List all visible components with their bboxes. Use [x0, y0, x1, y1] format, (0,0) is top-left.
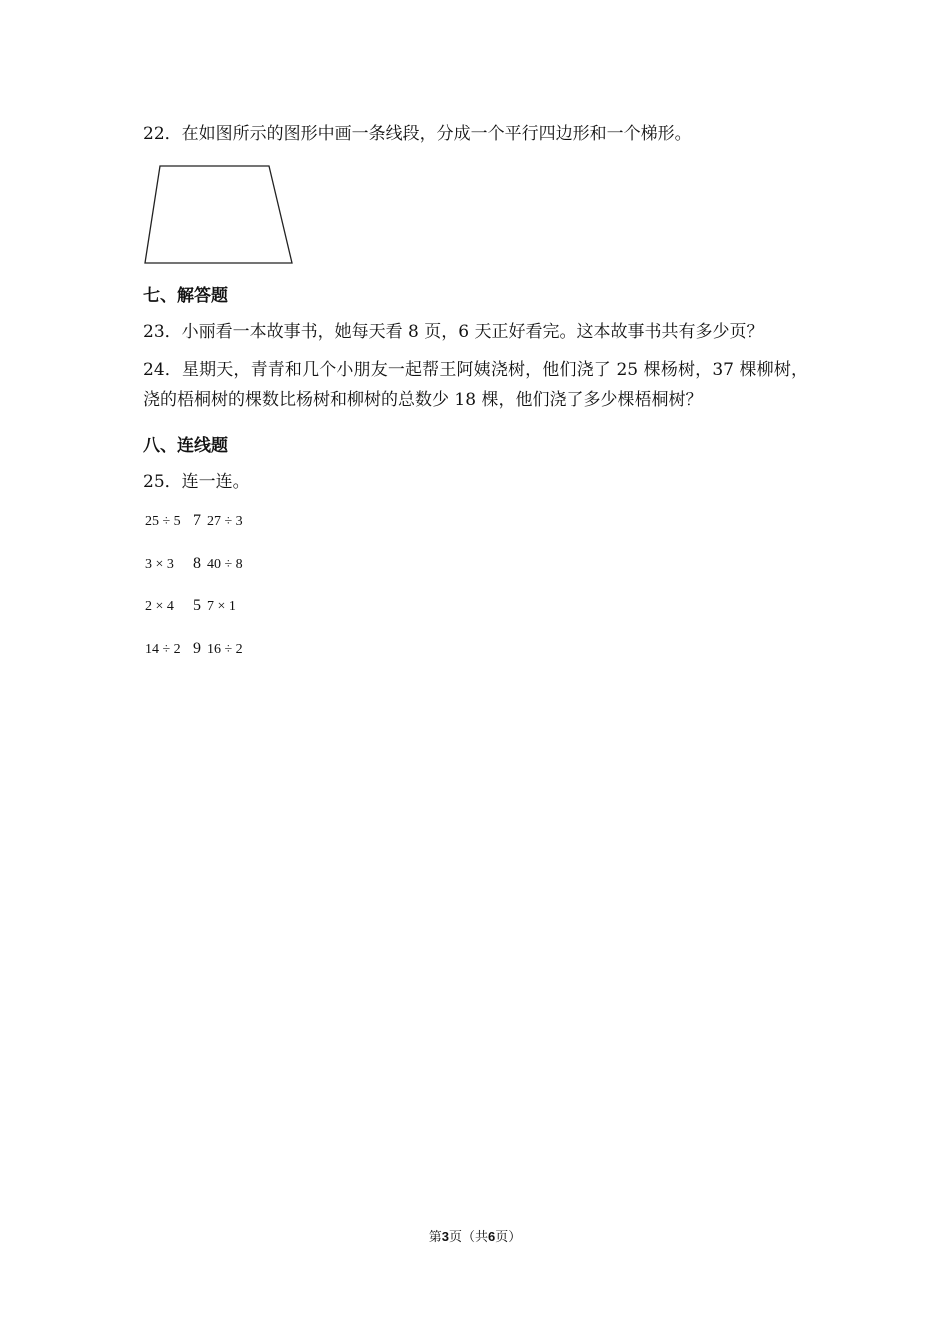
footer-suffix: 页） [495, 1230, 522, 1245]
match-left-expression: 2 × 4 [145, 599, 174, 614]
question-25: 25．连一连。 [143, 472, 250, 492]
question-23: 23．小丽看一本故事书，她每天看 8 页，6 天正好看完。这本故事书共有多少页？ [143, 322, 764, 342]
footer-page-number: 3 [441, 1229, 449, 1244]
match-right-expression: 40 ÷ 8 [207, 557, 243, 572]
question-22: 22．在如图所示的图形中画一条线段，分成一个平行四边形和一个梯形。 [143, 124, 692, 144]
section-7-title: 七、解答题 [143, 286, 228, 306]
match-right-expression: 27 ÷ 3 [207, 514, 243, 529]
page-footer [0, 1227, 950, 1248]
match-right-expression: 7 × 1 [207, 599, 236, 614]
footer-middle: 页（共 [448, 1230, 488, 1245]
match-row [145, 511, 243, 532]
match-middle-number: 5 [193, 597, 201, 614]
match-left-expression: 25 ÷ 5 [145, 514, 181, 529]
question-24: 24．星期天，青青和几个小朋友一起帮王阿姨浇树，他们浇了 25 棵杨树，37 棵柳树，浇的梧桐树的棵数比杨树和柳树的总数少 18 棵，他们浇了多少棵梧桐树？ [143, 360, 808, 410]
match-row [145, 596, 236, 617]
section-8-title: 八、连线题 [143, 436, 228, 456]
match-middle-number: 9 [193, 640, 201, 657]
match-middle-number: 7 [193, 512, 201, 529]
trapezoid-icon [143, 163, 295, 267]
match-left-expression: 14 ÷ 2 [145, 642, 181, 657]
footer-prefix: 第 [428, 1230, 442, 1245]
match-row [145, 554, 243, 575]
match-middle-number: 8 [193, 555, 201, 572]
match-right-expression: 16 ÷ 2 [207, 642, 243, 657]
match-row [145, 639, 243, 660]
match-left-expression: 3 × 3 [145, 557, 174, 572]
footer-total-pages: 6 [488, 1229, 496, 1244]
